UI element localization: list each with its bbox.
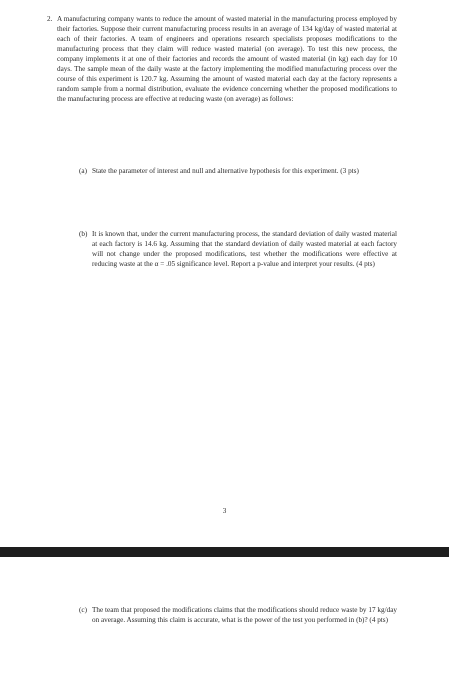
page-number: 3 xyxy=(222,507,227,515)
problem-number: 2. xyxy=(47,15,53,23)
next-page xyxy=(0,557,449,700)
problem-statement: A manufacturing company wants to reduce the amount of wasted material in the manufacturing process employed by their factories. Suppose their current manufacturing process results in an average of 134 kg/day of wasted material at each of their factories. A team of engineers and operations research specialists proposes modifications to the manufacturing process that they claim will reduce wasted material (on average). To test this new process, the company implements it at one of their factories and records the amount of wasted material (in kg) each day for 10 days. The sample mean of the daily waste at the factory implementing the modified manufacturing process over the course of this experiment is 120.7 kg. Assuming the amount of wasted material each day at the factory represents a random sample from a normal distribution, evaluate the evidence concerning whether the proposed modifications to the manufacturing process are effective at reducing waste (on average) as follows: xyxy=(57,15,397,104)
part-a xyxy=(79,166,397,176)
problem-2 xyxy=(47,14,397,104)
part-c-text: The team that proposed the modifications claims that the modifications should reduce waste by 17 kg/day on average. Assuming this claim is accurate, what is the power of the test you performed in (b)? (4 pts) xyxy=(92,606,397,625)
part-a-text: State the parameter of interest and null and alternative hypothesis for this experiment. (3 pts) xyxy=(92,167,359,175)
page-divider xyxy=(0,547,449,557)
part-c xyxy=(79,605,397,625)
part-b xyxy=(79,229,397,269)
part-b-label: (b) xyxy=(79,230,88,238)
part-c-label: (c) xyxy=(79,606,87,614)
part-b-text: It is known that, under the current manufacturing process, the standard deviation of daily wasted material at each factory is 14.6 kg. Assuming that the standard deviation of daily wasted material at each factory will not change under the proposed modifications, test whether the modifications were effective at reducing waste at the α = .05 significance level. Report a p-value and interpret your results. (4 pts) xyxy=(92,230,397,269)
part-a-label: (a) xyxy=(79,167,87,175)
